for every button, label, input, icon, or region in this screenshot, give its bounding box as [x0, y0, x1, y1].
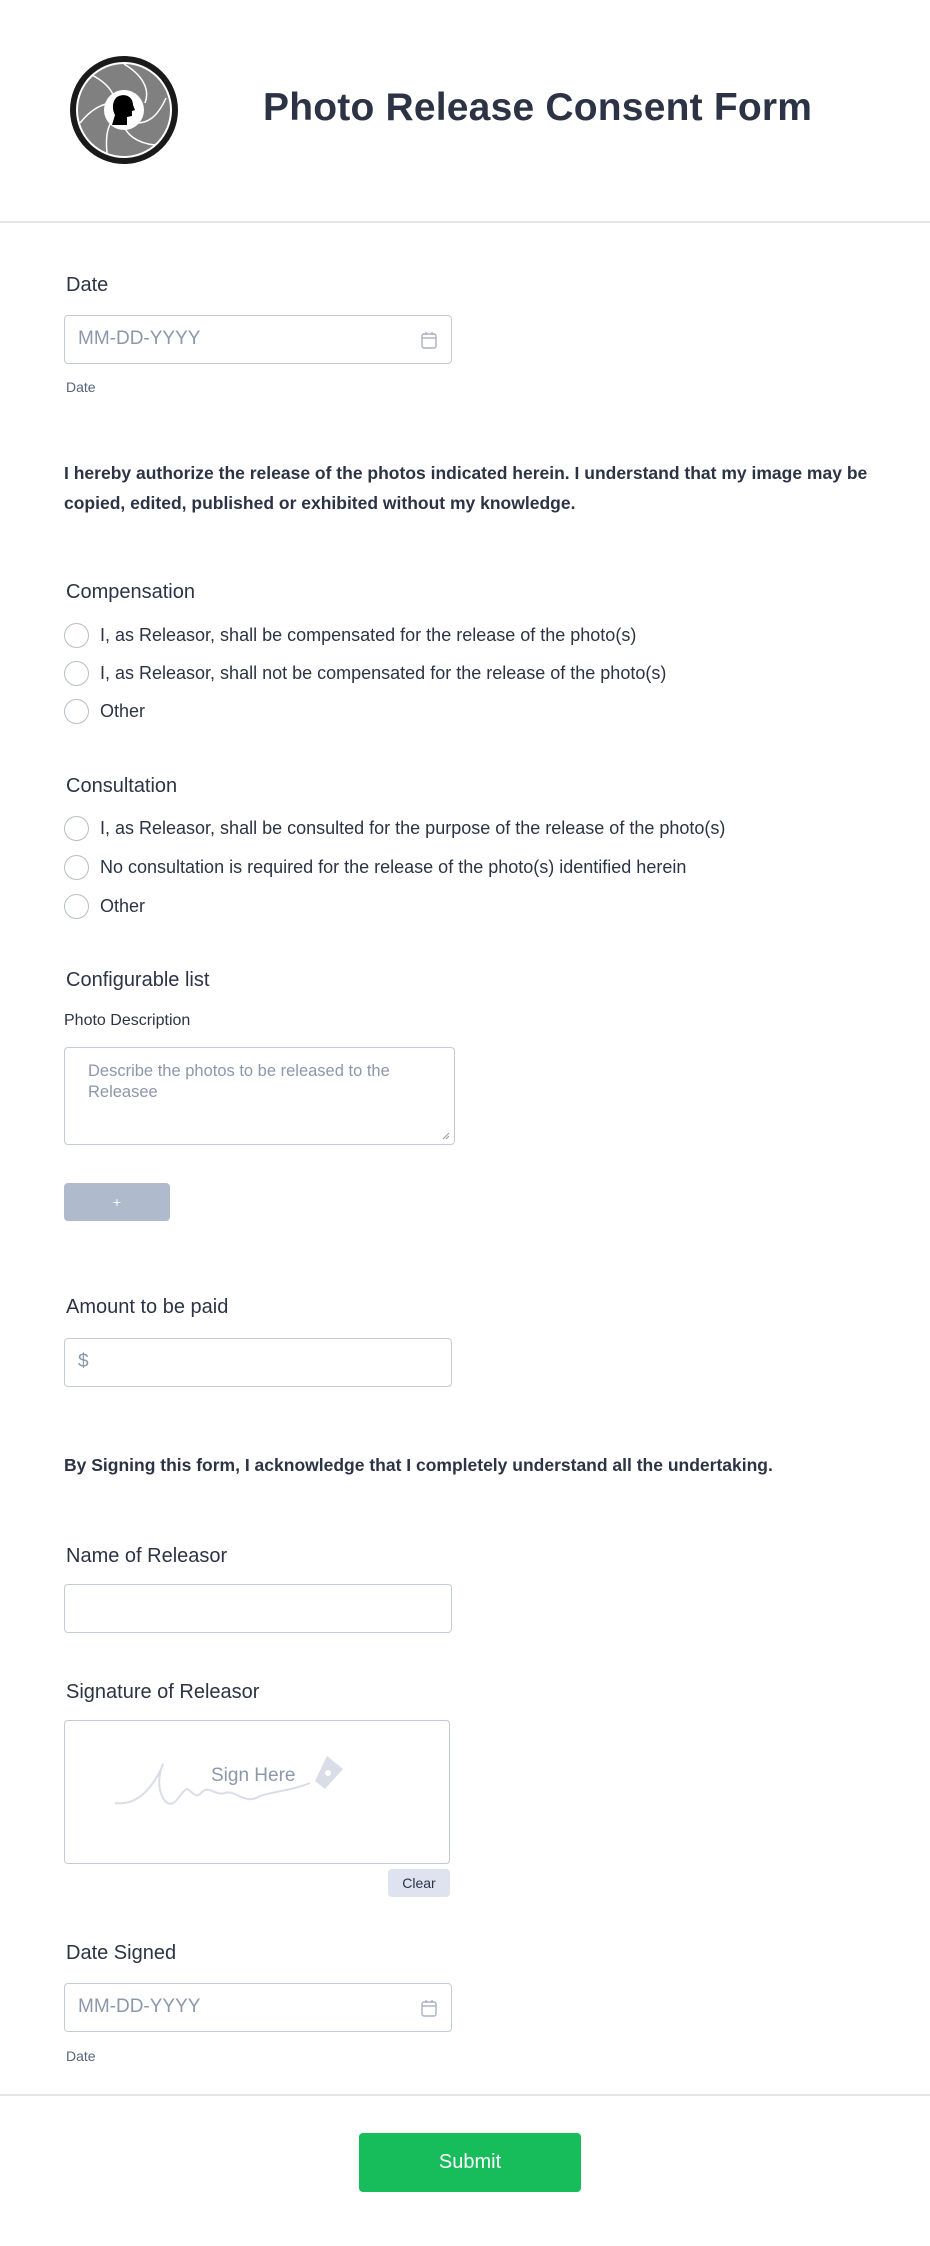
name-label: Name of Releasor	[66, 1545, 228, 1567]
add-row-button[interactable]: +	[64, 1183, 170, 1221]
photo-description-column-label: Photo Description	[64, 1012, 191, 1029]
radio-button[interactable]	[64, 855, 89, 880]
option-label: I, as Releasor, shall be consulted for the purpose of the release of the photo(s)	[100, 818, 726, 838]
authorization-text: I hereby authorize the release of the photos indicated herein. I understand that my image may be copied, edited, published or exhibited without my knowledge.	[64, 463, 868, 513]
compensation-label: Compensation	[66, 581, 195, 603]
currency-prefix: $	[78, 1351, 89, 1372]
textarea-placeholder: Describe the photos to be released to the Releasee	[88, 1062, 390, 1101]
radio-button[interactable]	[64, 623, 89, 648]
date-signed-label: Date Signed	[66, 1942, 177, 1964]
date-signed-sublabel: Date	[66, 2048, 96, 2064]
date-label: Date	[66, 274, 109, 296]
header-divider	[0, 221, 930, 223]
date-sublabel: Date	[66, 379, 96, 395]
clear-signature-button[interactable]: Clear	[388, 1869, 450, 1897]
calendar-icon[interactable]	[421, 331, 437, 349]
consultation-option-not-required[interactable]	[64, 855, 686, 880]
signature-label: Signature of Releasor	[66, 1681, 260, 1703]
submit-button[interactable]: Submit	[359, 2133, 581, 2192]
signature-pen-icon	[115, 1751, 415, 1821]
amount-label: Amount to be paid	[66, 1296, 229, 1318]
radio-button[interactable]	[64, 699, 89, 724]
logo	[67, 53, 181, 167]
date-input[interactable]	[64, 315, 452, 364]
option-label: I, as Releasor, shall not be compensated for the release of the photo(s)	[100, 663, 667, 683]
resize-handle-icon[interactable]	[442, 1132, 450, 1140]
compensation-option-other[interactable]	[64, 699, 145, 724]
compensation-option-not-compensated[interactable]	[64, 661, 666, 686]
option-label: No consultation is required for the release of the photo(s) identified herein	[100, 857, 687, 877]
date-placeholder: MM-DD-YYYY	[78, 328, 201, 349]
amount-input[interactable]	[64, 1338, 452, 1387]
consultation-option-consulted[interactable]	[64, 816, 725, 841]
configurable-list-label: Configurable list	[66, 969, 210, 991]
date-signed-placeholder: MM-DD-YYYY	[78, 1996, 201, 2017]
calendar-icon[interactable]	[421, 1999, 437, 2017]
compensation-option-compensated[interactable]	[64, 623, 636, 648]
page-title: Photo Release Consent Form	[263, 86, 813, 129]
sign-here-placeholder: Sign Here	[211, 1765, 296, 1786]
option-label: Other	[100, 701, 146, 721]
photo-description-textarea[interactable]	[64, 1047, 455, 1145]
name-input[interactable]	[64, 1584, 452, 1633]
radio-button[interactable]	[64, 894, 89, 919]
radio-button[interactable]	[64, 816, 89, 841]
signature-pad[interactable]	[64, 1720, 450, 1864]
option-label: I, as Releasor, shall be compensated for the release of the photo(s)	[100, 625, 637, 645]
consultation-option-other[interactable]	[64, 894, 145, 919]
radio-button[interactable]	[64, 661, 89, 686]
date-signed-input[interactable]	[64, 1983, 452, 2032]
option-label: Other	[100, 896, 146, 916]
acknowledge-text: By Signing this form, I acknowledge that I completely understand all the undertaking.	[64, 1455, 773, 1475]
consultation-label: Consultation	[66, 775, 178, 797]
footer-divider	[0, 2094, 930, 2096]
